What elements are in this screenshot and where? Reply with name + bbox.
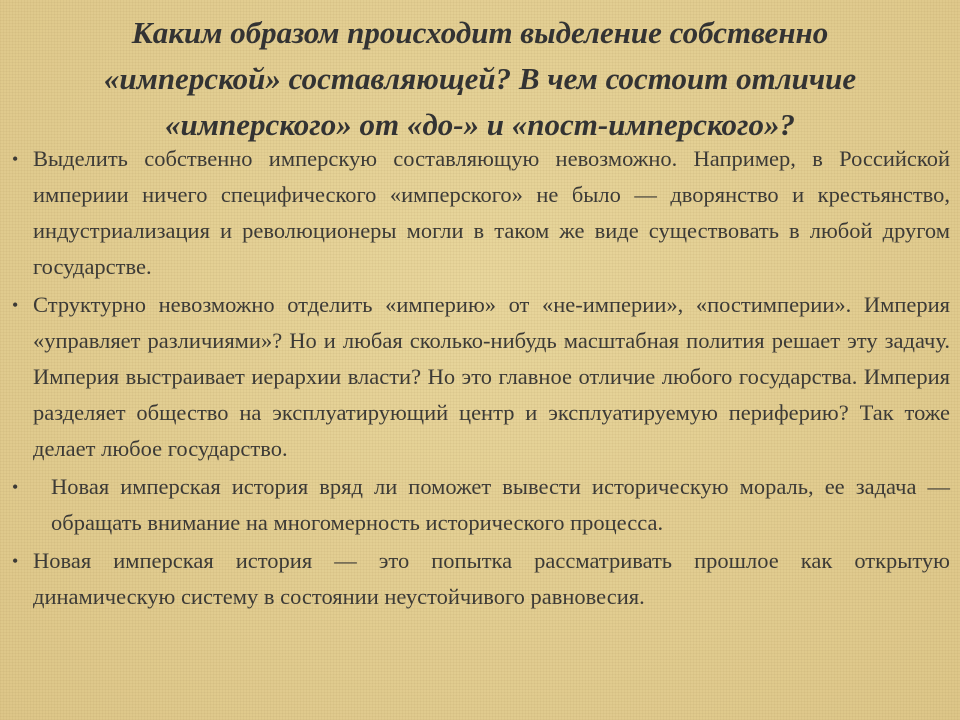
bullet-text: Выделить собственно имперскую составляющую невозможно. Например, в Российской империии ничего специфического «имперского» не было — дворянство и крестьянство, индустриализация и революционеры могли в таком же виде существовать в любой другом государстве.	[33, 146, 950, 279]
bullet-item	[0, 543, 960, 615]
bullet-text: Новая имперская история — это попытка рассматривать прошлое как открытую динамическую систему в состоянии неустойчивого равновесия.	[33, 548, 950, 609]
bullet-icon: •	[12, 295, 19, 315]
bullet-icon: •	[12, 477, 19, 497]
bullet-item	[0, 287, 960, 467]
bullet-text: Структурно невозможно отделить «империю» от «не-империи», «постимперии». Империя «управляет различиями»? Но и любая сколько-нибудь масштабная полития решает эту задачу. Империя выстраивает иерархии власти? Но это главное отличие любого государства. Империя разделяет общество на эксплуатирующий центр и эксплуатируемую периферию? Так тоже делает любое государство.	[33, 292, 950, 461]
bullet-item	[0, 141, 960, 285]
bullet-icon: •	[12, 551, 19, 571]
bullet-item	[0, 469, 960, 541]
bullet-text: Новая имперская история вряд ли поможет вывести историческую мораль, ее задача — обращать внимание на многомерность исторического процесса.	[51, 474, 950, 535]
bullet-icon: •	[12, 149, 19, 169]
bullet-list	[0, 141, 960, 617]
slide-title: Каким образом происходит выделение собственно «имперской» составляющей? В чем состоит отличие «имперского» от «до-» и «пост-имперского»?	[103, 15, 857, 142]
